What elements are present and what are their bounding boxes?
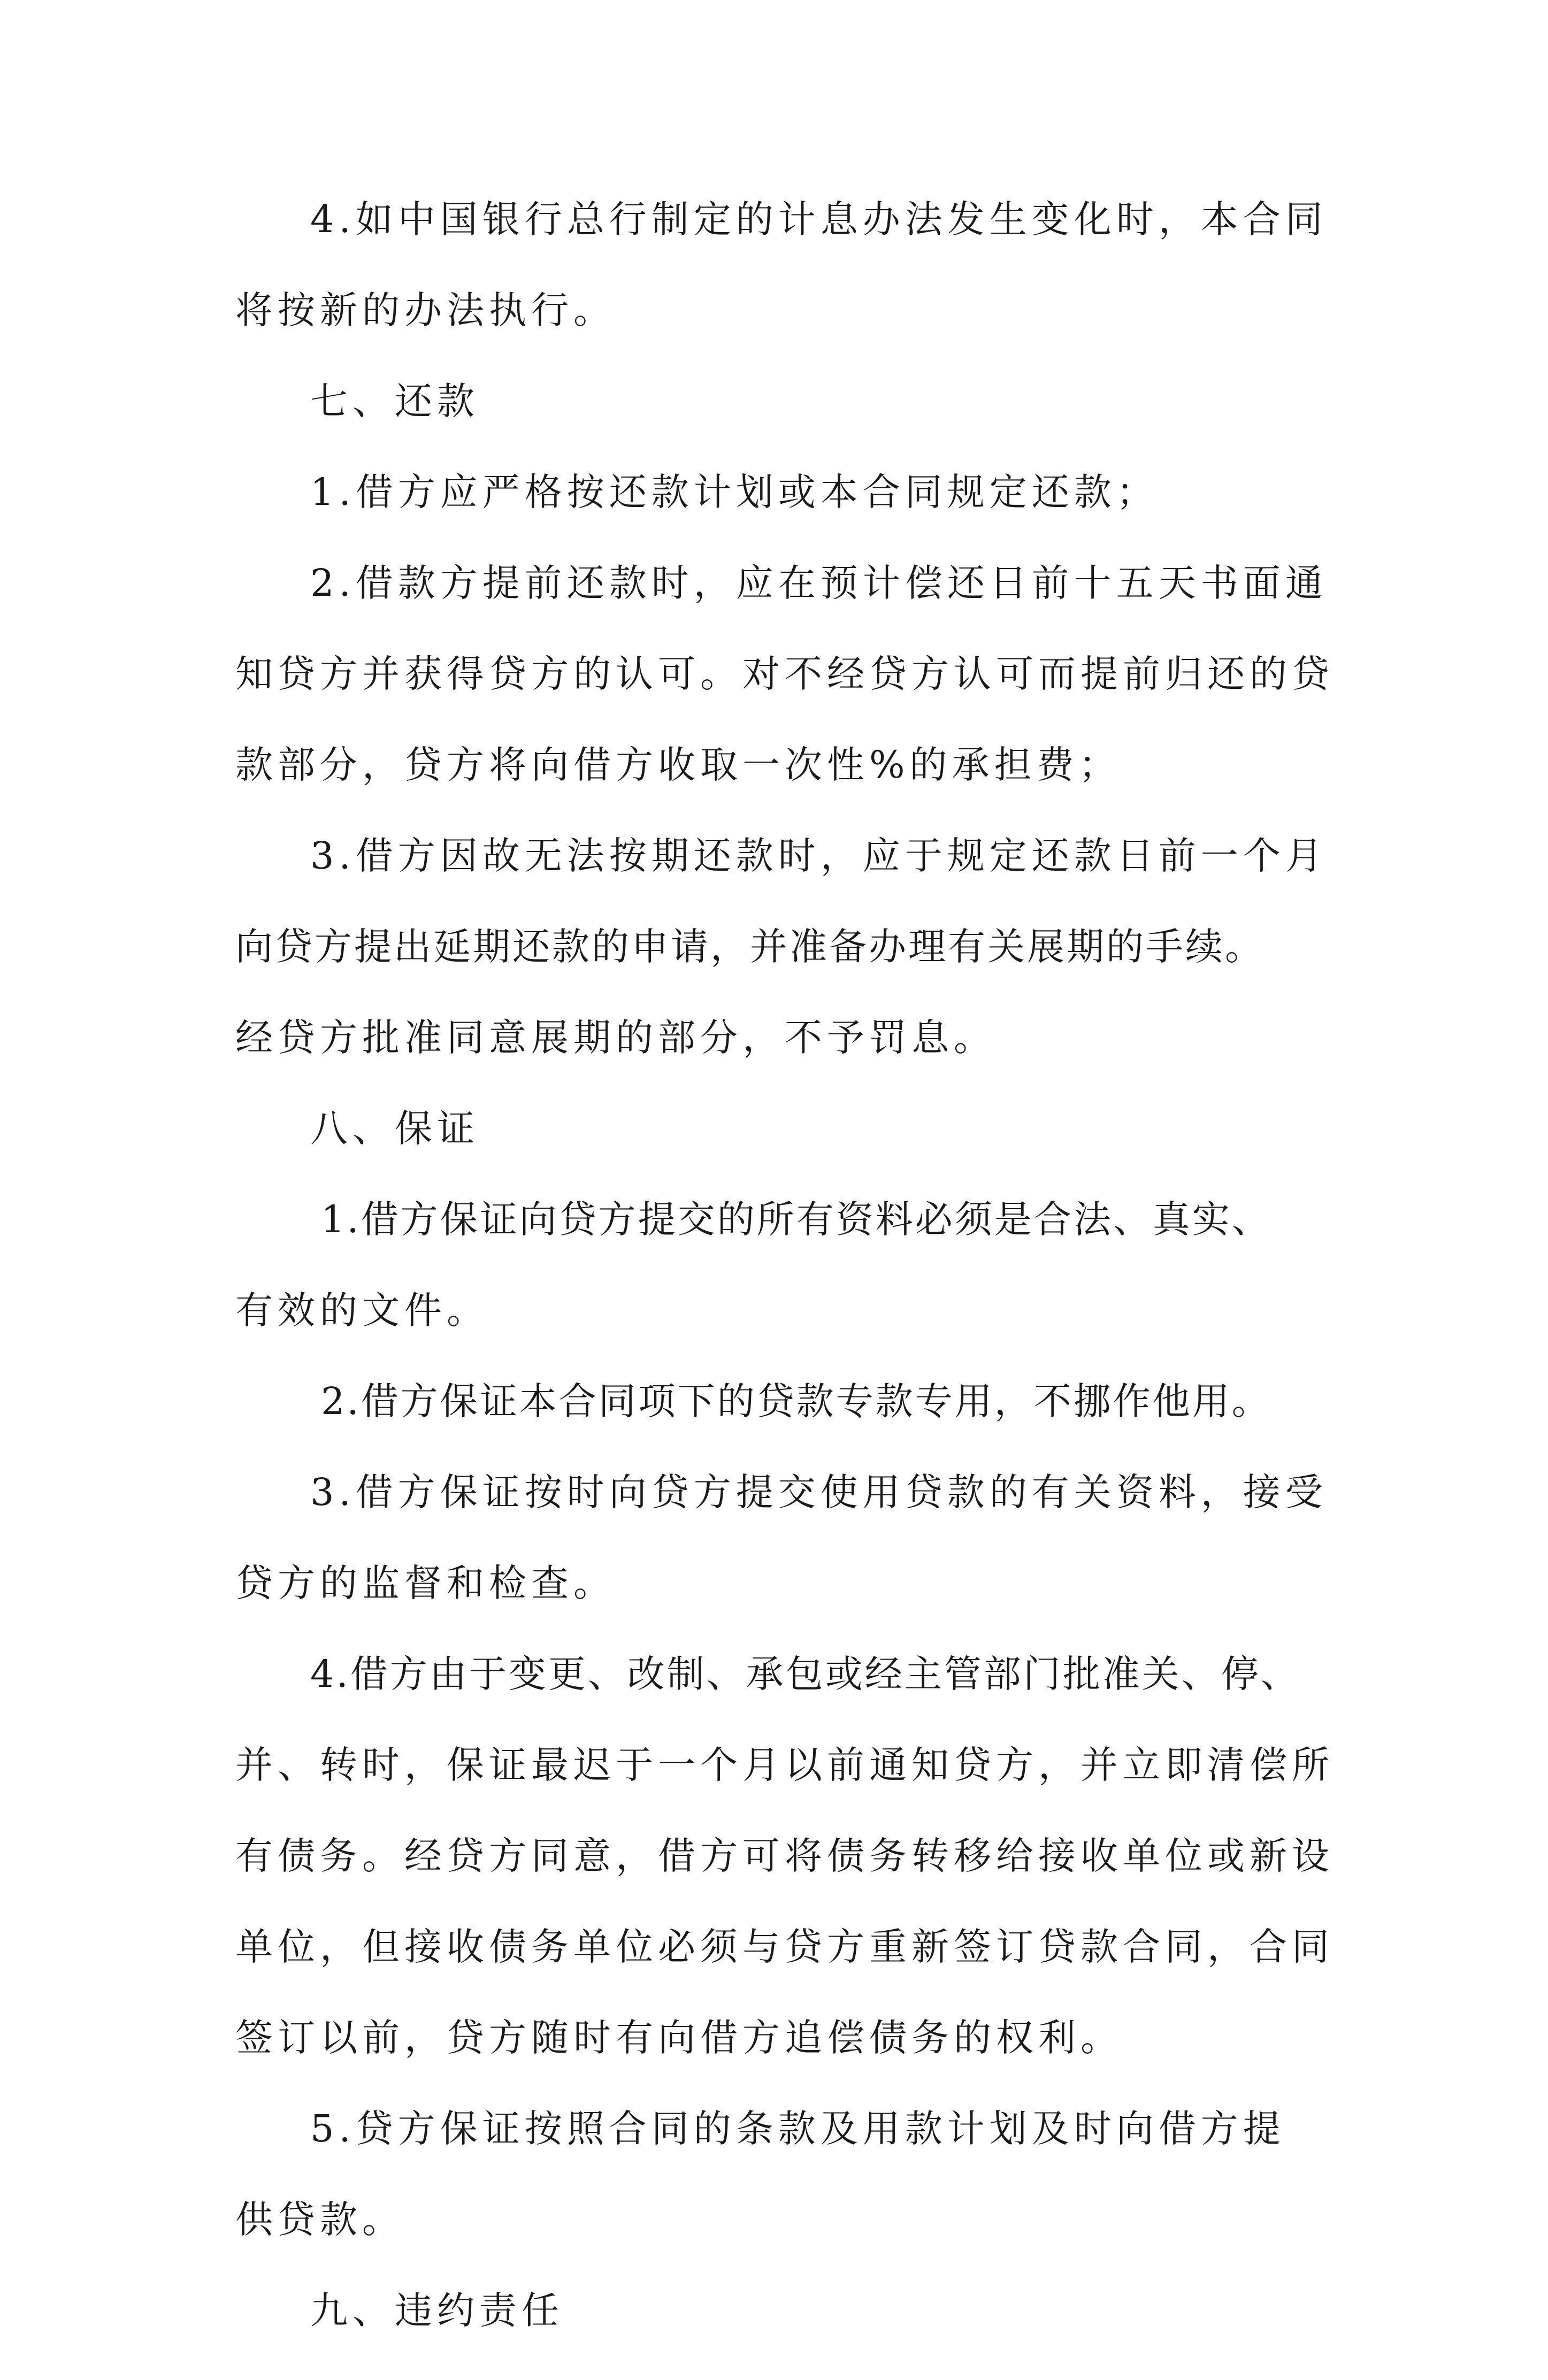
- clause-8-1-line-1: 1.借方保证向贷方提交的所有资料必须是合法、真实、: [321, 1197, 1271, 1241]
- clause-7-3-line-2: 向贷方提出延期还款的申请，并准备办理有关展期的手续。: [235, 925, 1265, 969]
- clause-8-4-line-4: 单位，但接收债务单位必须与贷方重新签订贷款合同，合同: [235, 1925, 1334, 1969]
- clause-8-4-line-1: 4.借方由于变更、改制、承包或经主管部门批准关、停、: [310, 1652, 1300, 1696]
- clause-7-1-line-1: 1.借方应严格按还款计划或本合同规定还款；: [310, 470, 1159, 514]
- document-body: [235, 198, 1332, 2380]
- clause-8-5-line-1: 5.贷方保证按照合同的条款及用款计划及时向借方提: [310, 2107, 1285, 2151]
- clause-7-3-line-1: 3.借方因故无法按期还款时，应于规定还款日前一个月: [310, 834, 1328, 878]
- clause-8-1-line-2: 有效的文件。: [235, 1288, 489, 1332]
- clause-7-2-line-2: 知贷方并获得贷方的认可。对不经贷方认可而提前归还的贷: [235, 652, 1334, 696]
- clause-8-3-line-2: 贷方的监督和检查。: [235, 1561, 616, 1605]
- clause-8-4-line-5: 签订以前，贷方随时有向借方追偿债务的权利。: [235, 2016, 1123, 2060]
- clause-8-2-line-1: 2.借方保证本合同项下的贷款专款专用，不挪作他用。: [321, 1379, 1271, 1423]
- clause-6-4-line-1: 4.如中国银行总行制定的计息办法发生变化时，本合同: [310, 197, 1328, 241]
- clause-8-4-line-3: 有债务。经贷方同意，借方可将债务转移给接收单位或新设: [235, 1834, 1334, 1878]
- clause-8-4-line-2: 并、转时，保证最迟于一个月以前通知贷方，并立即清偿所: [235, 1743, 1334, 1787]
- clause-8-3-line-1: 3.借方保证按时向贷方提交使用贷款的有关资料，接受: [310, 1470, 1328, 1514]
- clause-7-2-line-1: 2.借款方提前还款时，应在预计偿还日前十五天书面通: [310, 561, 1328, 605]
- clause-7-3-line-3: 经贷方批准同意展期的部分，不予罚息。: [235, 1016, 996, 1060]
- section-9-heading: 九、违约责任: [310, 2289, 564, 2332]
- clause-8-5-line-2: 供贷款。: [235, 2198, 404, 2241]
- clause-7-2-line-3: 款部分，贷方将向借方收取一次性%的承担费；: [235, 743, 1121, 787]
- section-7-heading: 七、还款: [310, 379, 479, 423]
- clause-6-4-line-2: 将按新的办法执行。: [235, 288, 616, 332]
- section-8-heading: 八、保证: [310, 1107, 479, 1150]
